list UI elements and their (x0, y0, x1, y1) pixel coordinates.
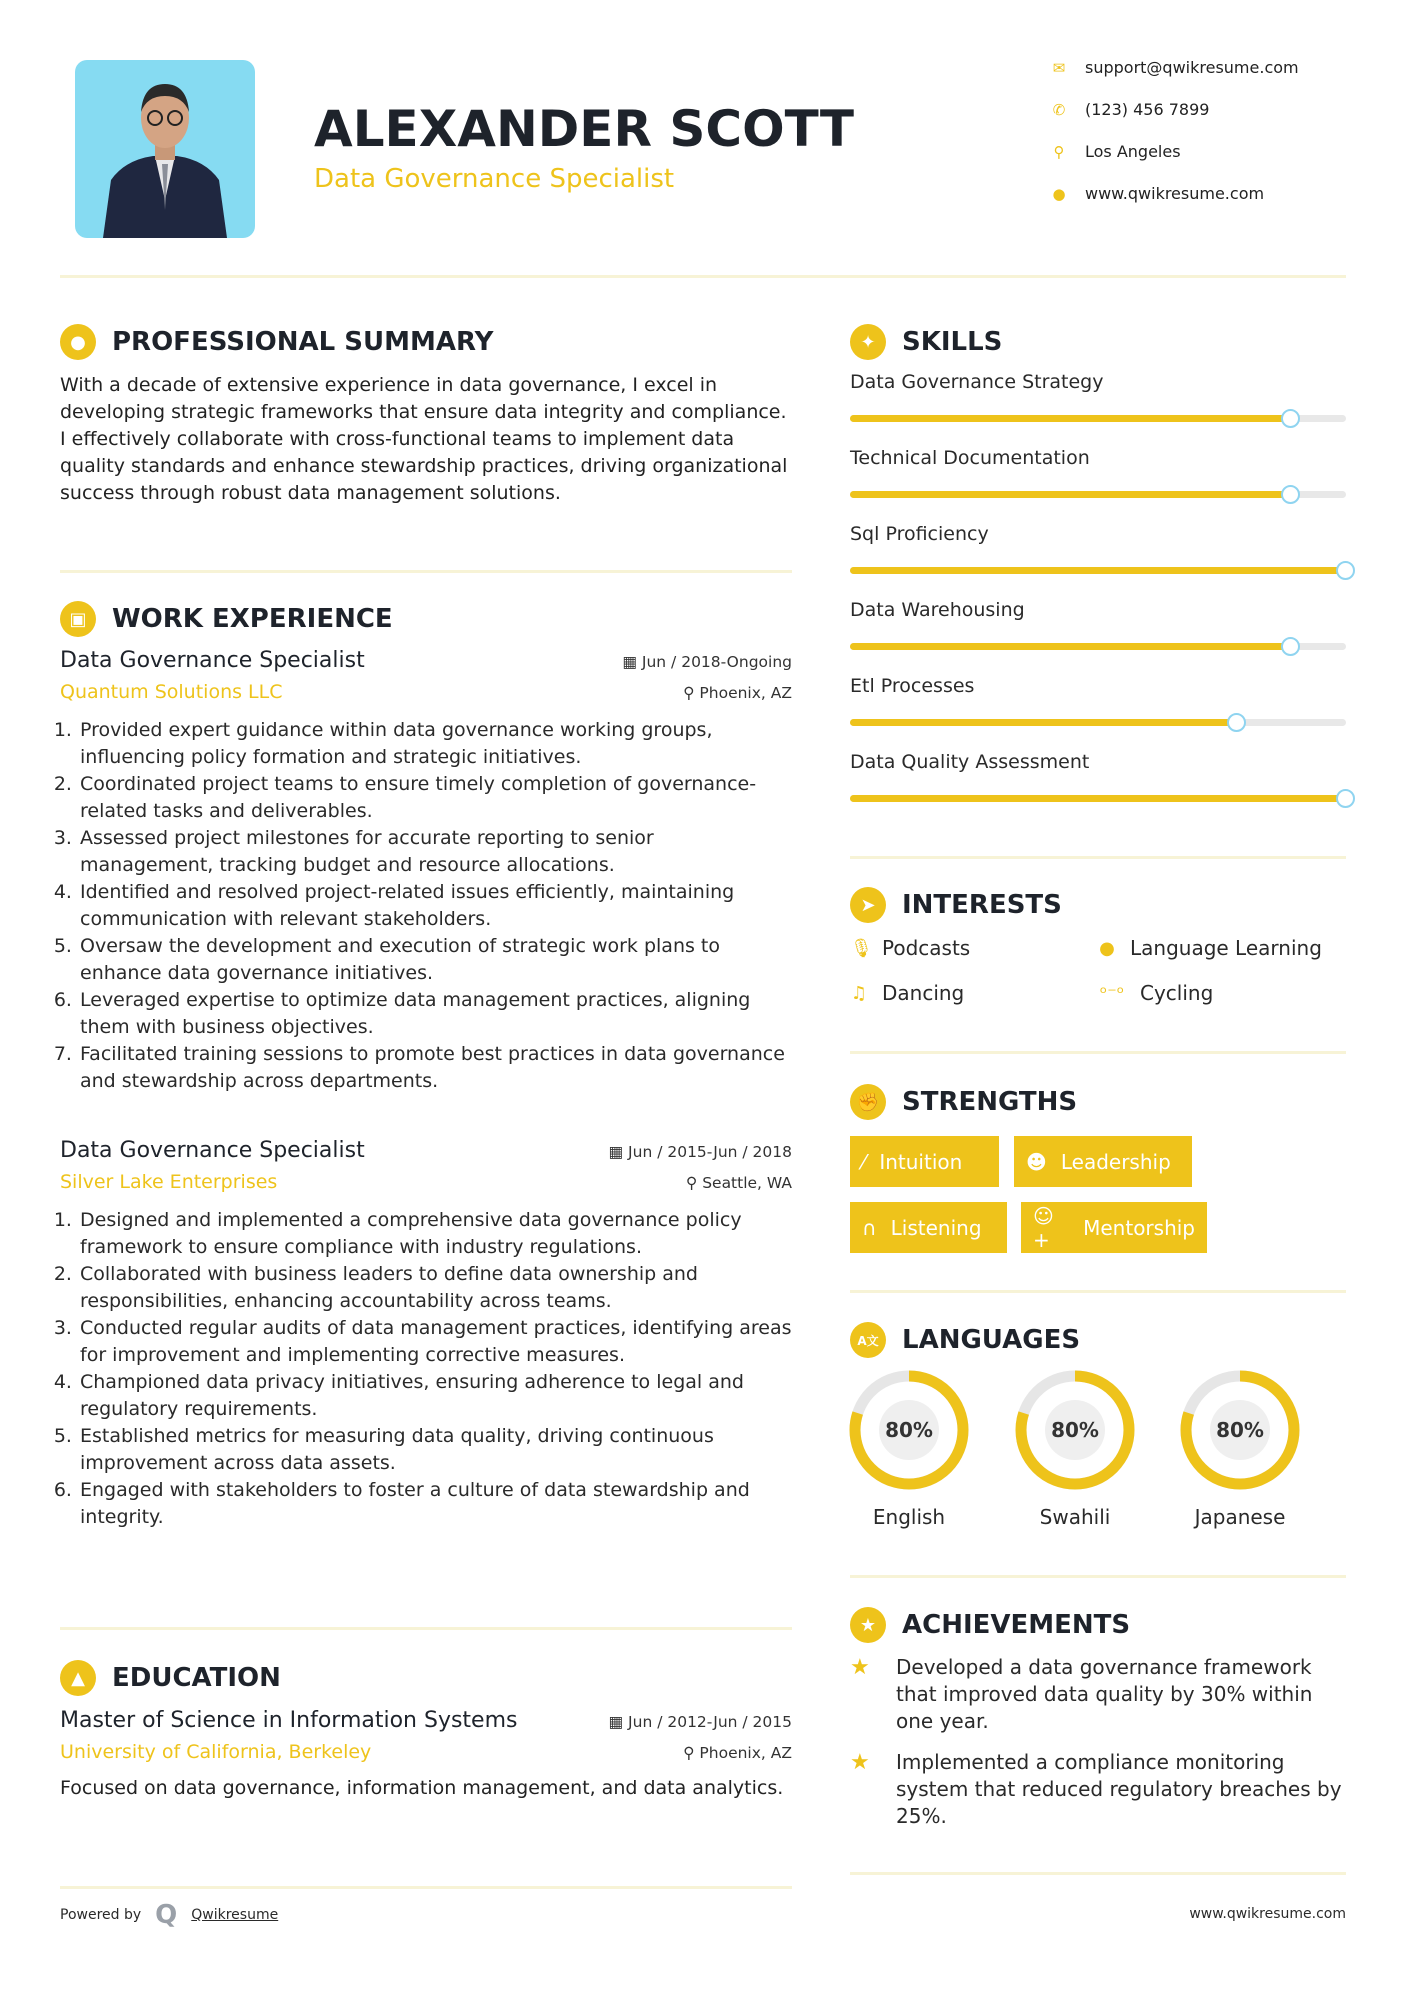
tag-label: Intuition (879, 1149, 963, 1174)
interest-label: Language Learning (1130, 936, 1322, 960)
skill-bar (850, 795, 1346, 802)
star-badge-icon: ★ (850, 1607, 886, 1643)
skill-bar-fill (850, 567, 1346, 574)
divider (60, 570, 792, 573)
achievement-item (850, 1654, 1346, 1735)
list-item: 6. Leveraged expertise to optimize data management practices, aligning them with business objectives. (78, 987, 792, 1041)
heading-text: WORK EXPERIENCE (112, 604, 393, 634)
language-label: Japanese (1194, 1505, 1286, 1529)
degree: Master of Science in Information Systems (60, 1708, 518, 1733)
candidate-title: Data Governance Specialist (314, 164, 675, 194)
contact-text: Los Angeles (1085, 142, 1181, 161)
contact-phone[interactable] (1051, 100, 1209, 119)
tag-label: Mentorship (1083, 1215, 1195, 1240)
skill-bar (850, 643, 1346, 650)
contact-location (1051, 142, 1181, 161)
skill-bar-knob (1336, 561, 1355, 580)
heading-text: EDUCATION (112, 1663, 281, 1693)
interests-heading (850, 887, 1062, 923)
education-entry (60, 1708, 792, 1802)
language-percent: 80% (1216, 1418, 1264, 1442)
section-heading (60, 324, 792, 360)
contact-website[interactable] (1051, 184, 1264, 203)
calendar-icon: ▦ (608, 1143, 629, 1161)
skill-label: Sql Proficiency (850, 523, 989, 545)
skill-bar-knob (1281, 409, 1300, 428)
date-text: Jun / 2012-Jun / 2015 (628, 1713, 792, 1731)
company-name: Quantum Solutions LLC (60, 681, 283, 703)
tag-label: Listening (890, 1215, 982, 1240)
skill-item (850, 523, 1346, 574)
divider (850, 1872, 1346, 1875)
music-icon: ♫ (850, 982, 868, 1004)
achievements-heading (850, 1607, 1130, 1643)
job-title: Data Governance Specialist (60, 1138, 365, 1163)
skill-bar-fill (850, 795, 1346, 802)
heading-text: STRENGTHS (902, 1087, 1078, 1117)
heading-text: ACHIEVEMENTS (902, 1610, 1131, 1640)
contact-email[interactable] (1051, 58, 1299, 77)
strengths-heading (850, 1084, 1077, 1120)
contact-text: www.qwikresume.com (1085, 184, 1265, 203)
skill-bar-knob (1281, 637, 1300, 656)
users-icon: ☻ (1026, 1149, 1047, 1174)
calendar-icon: ▦ (622, 653, 642, 671)
divider (850, 1290, 1346, 1293)
skill-label: Data Governance Strategy (850, 371, 1104, 393)
location-text: Phoenix, AZ (699, 1744, 792, 1762)
user-icon: ● (60, 324, 96, 360)
job-location (686, 1174, 792, 1192)
list-item: 4. Identified and resolved project-related issues efficiently, maintaining communication with relevant stakeholders. (78, 879, 792, 933)
list-item: 3. Assessed project milestones for accurate reporting to senior management, tracking budget and resource allocations. (78, 825, 792, 879)
divider (60, 1886, 792, 1889)
pin-icon: ⚲ (685, 1174, 703, 1192)
location-text: Seattle, WA (702, 1174, 792, 1192)
skill-item (850, 751, 1346, 802)
fist-icon: ✊ (850, 1084, 886, 1120)
language-item (1010, 1369, 1140, 1529)
interest-label: Dancing (882, 981, 965, 1005)
star-icon: ★ (850, 1655, 870, 1680)
interest-item (1098, 981, 1213, 1005)
skill-label: Technical Documentation (850, 447, 1090, 469)
skill-bar-fill (850, 415, 1291, 422)
list-item: 2. Collaborated with business leaders to define data ownership and responsibilities, enhancing accountability across teams. (78, 1261, 792, 1315)
skill-bar (850, 567, 1346, 574)
job-date (608, 1143, 792, 1161)
footer-powered (60, 1900, 278, 1930)
skill-label: Data Quality Assessment (850, 751, 1090, 773)
divider (60, 1627, 792, 1630)
skill-item (850, 675, 1346, 726)
divider (850, 1575, 1346, 1578)
work-heading (60, 601, 393, 637)
language-item (1175, 1369, 1305, 1529)
achievement-text: Implemented a compliance monitoring system that reduced regulatory breaches by 25%. (896, 1750, 1342, 1828)
powered-by-text: Powered by (60, 1907, 142, 1923)
language-ring (1175, 1369, 1305, 1491)
edu-date (608, 1713, 792, 1731)
star-icon: ★ (850, 1750, 870, 1775)
summary-section (60, 324, 792, 507)
pin-icon: ⚲ (683, 1744, 700, 1762)
divider (850, 1051, 1346, 1054)
list-item: 3. Conducted regular audits of data management practices, identifying areas for improvement and implementing corrective measures. (78, 1315, 792, 1369)
skill-bar-knob (1227, 713, 1246, 732)
list-item: 7. Facilitated training sessions to promote best practices in data governance and stewardship across departments. (78, 1041, 792, 1095)
paper-plane-icon: ➤ (850, 887, 886, 923)
achievement-text: Developed a data governance framework that improved data quality by 30% within one year. (896, 1655, 1313, 1733)
skill-bar-knob (1336, 789, 1355, 808)
brand-link[interactable]: Qwikresume (191, 1907, 279, 1923)
list-item: 1. Designed and implemented a comprehensive data governance policy framework to ensure compliance with industry regulations. (78, 1207, 792, 1261)
list-item: 5. Established metrics for measuring data quality, driving continuous improvement across data assets. (78, 1423, 792, 1477)
lightbulb-icon: ✦ (850, 324, 886, 360)
interest-item (1098, 936, 1322, 960)
skill-item (850, 599, 1346, 650)
contact-text: support@qwikresume.com (1085, 58, 1299, 77)
qwikresume-logo-icon: Q (155, 1900, 178, 1930)
strength-tag (850, 1202, 1007, 1253)
language-percent: 80% (885, 1418, 933, 1442)
phone-icon: ✆ (1052, 100, 1066, 119)
tag-label: Leadership (1060, 1149, 1171, 1174)
footer-website[interactable]: www.qwikresume.com (1189, 1906, 1346, 1922)
language-label: Swahili (1039, 1505, 1111, 1529)
heading-text: LANGUAGES (902, 1325, 1081, 1355)
job-entry (60, 1138, 792, 1531)
heading-text: INTERESTS (902, 890, 1062, 920)
translate-icon: A文 (850, 1322, 886, 1358)
interest-item (850, 936, 970, 960)
date-text: Jun / 2018-Ongoing (641, 653, 792, 671)
profile-photo (75, 60, 255, 238)
skill-bar-fill (850, 719, 1237, 726)
location-text: Phoenix, AZ (699, 684, 792, 702)
skill-bar (850, 719, 1346, 726)
language-ring (1010, 1369, 1140, 1491)
microphone-icon: 🎙︎ (850, 937, 873, 959)
calendar-icon: ▦ (608, 1713, 629, 1731)
languages-heading (850, 1322, 1080, 1358)
date-text: Jun / 2015-Jun / 2018 (628, 1143, 792, 1161)
school-name: University of California, Berkeley (60, 1741, 372, 1763)
contact-text: (123) 456 7899 (1085, 100, 1210, 119)
list-item: 2. Coordinated project teams to ensure timely completion of governance-related tasks and deliverables. (78, 771, 792, 825)
skill-item (850, 447, 1346, 498)
edu-location (683, 1744, 792, 1762)
briefcase-icon: ▣ (60, 601, 96, 637)
achievement-item (850, 1749, 1346, 1830)
heading-text: SKILLS (902, 327, 1003, 357)
strength-tag (1021, 1202, 1207, 1253)
education-heading (60, 1660, 281, 1696)
graduation-icon: ▲ (60, 1660, 96, 1696)
headphones-icon: ∩ (862, 1215, 877, 1240)
skills-heading (850, 324, 1002, 360)
job-location (683, 684, 792, 702)
interest-label: Podcasts (882, 936, 971, 960)
bicycle-icon: ᵒ⁻ᵒ (1099, 982, 1125, 1004)
globe-icon: ● (1052, 184, 1066, 203)
list-item: 6. Engaged with stakeholders to foster a culture of data stewardship and integrity. (78, 1477, 792, 1531)
skill-bar-fill (850, 491, 1291, 498)
list-item: 4. Championed data privacy initiatives, ensuring adherence to legal and regulatory requirements. (78, 1369, 792, 1423)
job-date (622, 653, 792, 671)
skill-item (850, 371, 1346, 422)
envelope-icon: ✉ (1052, 58, 1066, 77)
list-item: 1. Provided expert guidance within data governance working groups, influencing policy formation and strategic initiatives. (78, 717, 792, 771)
language-ring (844, 1369, 974, 1491)
pin-icon: ⚲ (683, 684, 700, 702)
job-entry (60, 648, 792, 1095)
interest-item (850, 981, 964, 1005)
skill-label: Etl Processes (850, 675, 975, 697)
globe-icon: ● (1099, 937, 1115, 959)
skill-bar-fill (850, 643, 1291, 650)
strength-tag (1014, 1136, 1192, 1187)
candidate-name: ALEXANDER SCOTT (314, 100, 854, 158)
map-pin-icon: ⚲ (1053, 142, 1065, 161)
job-duties (60, 1207, 792, 1531)
company-name: Silver Lake Enterprises (60, 1171, 278, 1193)
skill-bar (850, 415, 1346, 422)
header-divider (60, 275, 1346, 278)
language-label: English (872, 1505, 946, 1529)
summary-text: With a decade of extensive experience in data governance, I excel in developing strategic frameworks that ensure data integrity and compliance. I effectively collaborate with cross-functional teams to implement data quality standards and enhance stewardship practices, driving organizational success through robust data management solutions. (60, 374, 788, 504)
language-item (844, 1369, 974, 1529)
language-percent: 80% (1051, 1418, 1099, 1442)
user-plus-icon: ☺+ (1033, 1203, 1054, 1252)
job-title: Data Governance Specialist (60, 648, 365, 673)
job-duties (60, 717, 792, 1095)
divider (850, 856, 1346, 859)
heading-text: PROFESSIONAL SUMMARY (112, 327, 494, 357)
skill-label: Data Warehousing (850, 599, 1025, 621)
skill-bar (850, 491, 1346, 498)
list-item: 5. Oversaw the development and execution of strategic work plans to enhance data governance initiatives. (78, 933, 792, 987)
education-text: Focused on data governance, information management, and data analytics. (60, 1777, 784, 1799)
skill-bar-knob (1281, 485, 1300, 504)
interest-label: Cycling (1140, 981, 1214, 1005)
strength-tag (850, 1136, 999, 1187)
magic-wand-icon: ⁄ (862, 1149, 866, 1174)
